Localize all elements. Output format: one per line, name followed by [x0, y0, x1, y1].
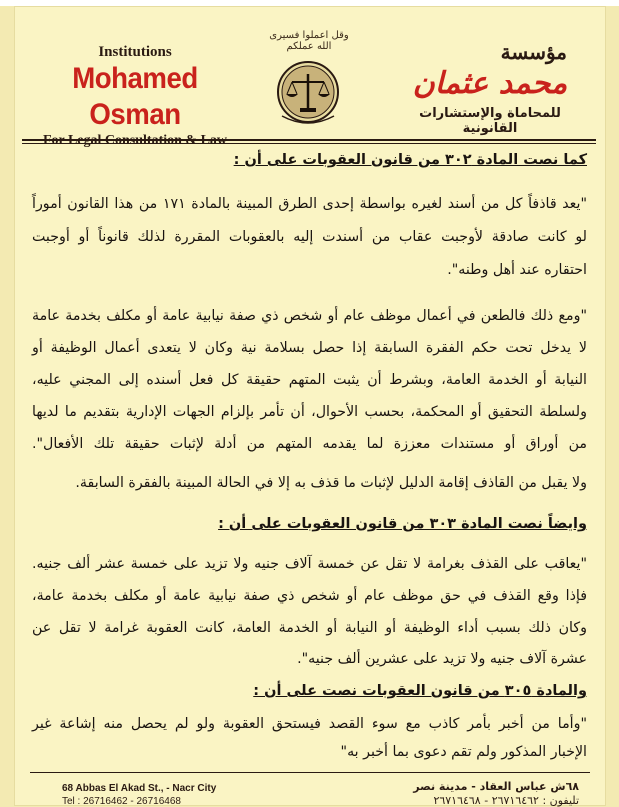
paragraph-line: من أوراق أو مستندات معززة لما يقدمه المتهم من أدلة لإثبات حقيقة تلك الأفعال".: [32, 436, 587, 452]
paragraph-line: "يعد قاذفاً كل من أسند لغيره بواسطة إحدى الطرق المبينة بالمادة ١٧١ من هذا القانون أموراً: [32, 196, 587, 212]
paragraph-line: عشرة آلاف جنيه ولا تزيد على عشرين ألف جنيه".: [297, 651, 587, 667]
footer-en-phone: Tel : 26716462 - 26716468: [62, 796, 181, 807]
english-header: [40, 44, 230, 149]
paragraph-line: الإخبار المذكور ولم تقم دعوى بما أخبر به": [340, 744, 587, 760]
ar-tagline: للمحاماة والإستشارات القانونية: [419, 106, 561, 136]
footer-ar-phone: تليفون : ٢٦٧١٦٤٦٢ - ٢٦٧١٦٤٦٨: [433, 794, 579, 807]
paragraph-line: لا يدخل تحت حكم الفقرة السابقة إذا حصل بسلامة نية وكان لا يتعدى أعمال الوظيفة أو: [32, 340, 587, 356]
heading-article-305: والمادة ٣٠٥ من قانون العقوبات نصت على أن :: [253, 683, 587, 699]
paragraph-line: وكان ذلك بسبب أداء الوظيفة أو النيابة أو الخدمة العامة، كانت العقوبة غرامة لا تقل عن: [32, 620, 587, 636]
paragraph-line: "وأما من أخبر بأمر كاذب مع سوء القصد فيستحق العقوبة ولو لم يحصل منه إشاعة غير: [32, 716, 587, 732]
paragraph-line: النيابة أو الخدمة العامة، وبشرط أن يثبت المتهم حقيقة كل فعل أسنده إلى المجني عليه،: [32, 372, 587, 388]
paragraph-line: "ومع ذلك فالطعن في أعمال موظف عام أو شخص ذي صفة نيابية عامة أو مكلف بخدمة عامة: [32, 308, 587, 324]
scales-of-justice-logo-icon: [262, 46, 354, 138]
paragraph-line: ولسلطة التحقيق أو المحكمة، بحسب الأحوال، أن تأمر بإلزام الجهات الإدارية بتقديم ما لديها: [32, 404, 587, 420]
footer-ar-address: ٦٨ش عباس العقاد - مدينة نصر: [413, 780, 579, 793]
header-divider-bottom: [22, 143, 596, 144]
footer-en-address: 68 Abbas El Akad St., - Nacr City: [62, 783, 217, 794]
ar-institutions-label: مؤسسة: [500, 40, 567, 64]
ar-firm-name: محمد عثمان: [412, 66, 568, 101]
en-tagline: [40, 133, 230, 149]
heading-article-302: كما نصت المادة ٣٠٢ من قانون العقوبات على أن :: [233, 152, 587, 168]
logo-motto: وقل اعملوا فسيرى الله عملكم: [269, 30, 349, 52]
paragraph-line: احتقاره عند أهل وطنه".: [447, 262, 587, 278]
heading-article-303: وايضاً نصت المادة ٣٠٣ من قانون العقوبات على أن :: [218, 516, 587, 532]
footer-divider: [30, 772, 590, 773]
paragraph-line: ولا يقبل من القاذف إقامة الدليل لإثبات ما قذف به إلا في الحالة المبينة بالفقرة السابقة.: [75, 475, 587, 491]
header-divider-top: [22, 139, 596, 141]
en-firm-name: Mohamed Osman: [72, 62, 198, 131]
en-institutions-label: Institutions: [98, 44, 172, 60]
paragraph-line: لو كانت صادقة لأوجبت عقاب من أسندت إليه بالعقوبات المقررة لذلك قانوناً أو أوجبت: [32, 229, 587, 245]
paragraph-line: "يعاقب على القذف بغرامة لا تقل عن خمسة آلاف جنيه ولا تزيد على خمسة عشر ألف جنيه.: [32, 556, 587, 572]
paragraph-line: فإذا وقع القذف في حق موظف عام أو شخص ذي صفة نيابية عامة أو مكلف بخدمة عامة،: [32, 588, 587, 604]
arabic-header: [395, 40, 585, 136]
